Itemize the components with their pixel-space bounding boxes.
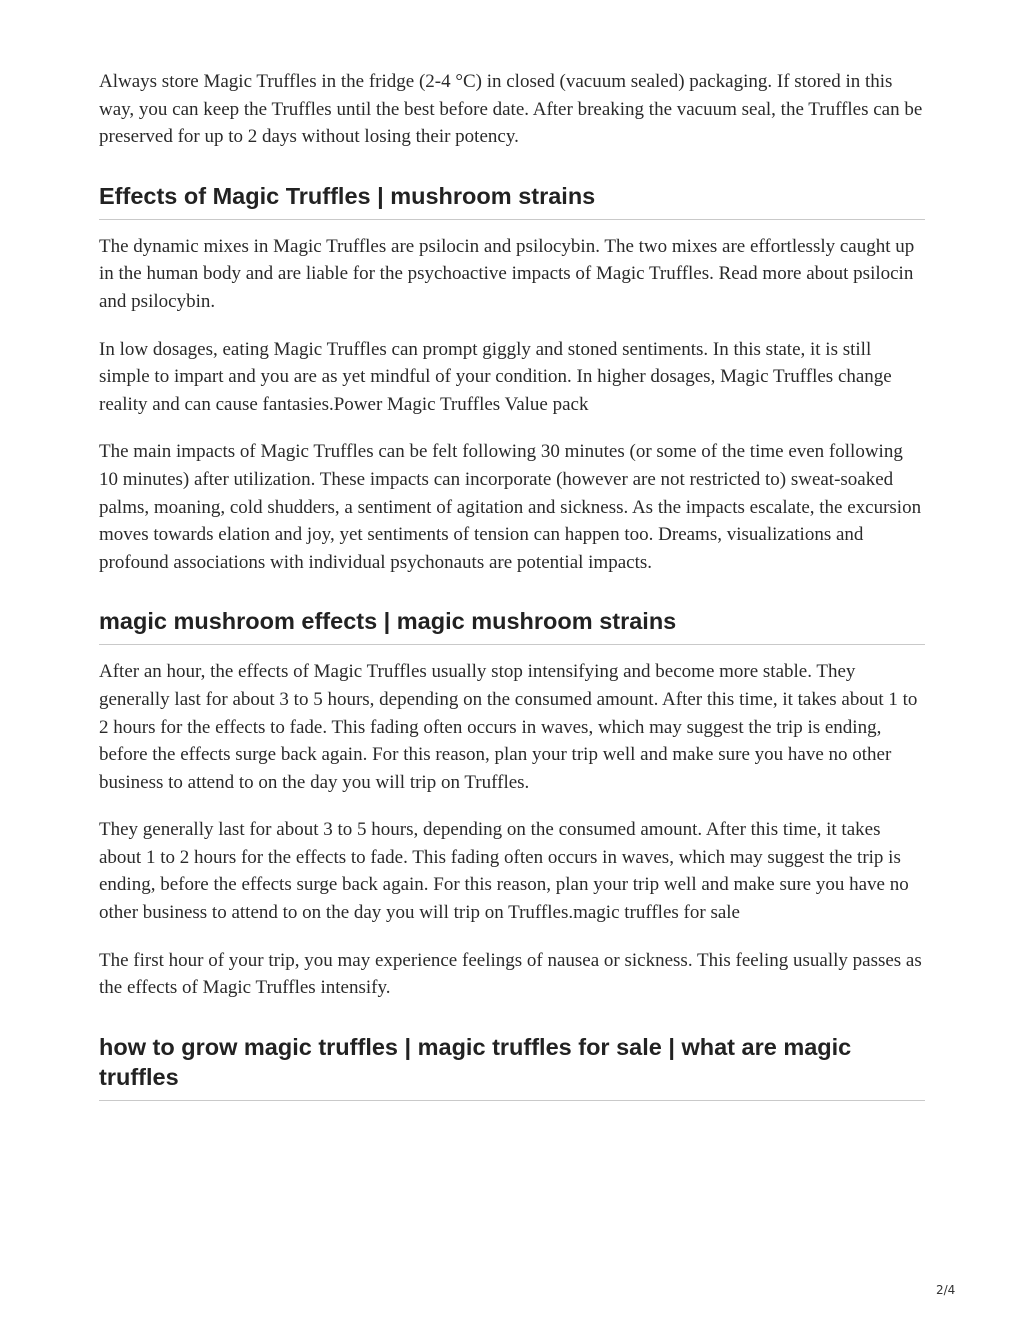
- paragraph: The main impacts of Magic Truffles can be felt following 30 minutes (or some of the time even following 10 minutes) after utilization. These impacts can incorporate (however are not restricted to) sweat-soaked palms, moaning, cold shudders, a sentiment of agitation and sickness. As the impacts escalate, the excursion moves towards elation and joy, yet sentiments of tension can happen too. Dreams, visualizations and profound associations with individual psychonauts are potential impacts.: [99, 441, 922, 573]
- paragraph: The first hour of your trip, you may experience feelings of nausea or sickness. This feeling usually passes as the effects of Magic Truffles intensify.: [99, 949, 922, 999]
- paragraph: In low dosages, eating Magic Truffles can prompt giggly and stoned sentiments. In this state, it is still simple to impart and you are as yet mindful of your condition. In higher dosages, Magic Truffles change reality and can cause fantasies.Power Magic Truffles Value pack: [99, 338, 892, 415]
- intro-paragraph: Always store Magic Truffles in the fridge (2-4 °C) in closed (vacuum sealed) packaging. If stored in this way, you can keep the Truffles until the best before date. After breaking the vacuum seal, the Truffles can be preserved for up to 2 days without losing their potency.: [99, 71, 923, 148]
- paragraph: They generally last for about 3 to 5 hours, depending on the consumed amount. After this time, it takes about 1 to 2 hours for the effects to fade. This fading often occurs in waves, which may suggest the trip is ending, before the effects surge back again. For this reason, plan your trip well and make sure you have no other business to attend to on the day you will trip on Truffles.magic truffles for sale: [99, 819, 909, 924]
- section-heading-grow: how to grow magic truffles | magic truffles for sale | what are magic truffles: [99, 1032, 925, 1101]
- paragraph: The dynamic mixes in Magic Truffles are psilocin and psilocybin. The two mixes are effortlessly caught up in the human body and are liable for the psychoactive impacts of Magic Truffles. Read more about psilocin and psilocybin.: [99, 235, 915, 312]
- section-heading-mushroom-effects: magic mushroom effects | magic mushroom strains: [99, 606, 925, 645]
- document-page: [99, 68, 925, 1114]
- paragraph: After an hour, the effects of Magic Truffles usually stop intensifying and become more stable. They generally last for about 3 to 5 hours, depending on the consumed amount. After this time, it takes about 1 to 2 hours for the effects to fade. This fading often occurs in waves, which may suggest the trip is ending, before the effects surge back again. For this reason, plan your trip well and make sure you have no other business to attend to on the day you will trip on Truffles.: [99, 661, 918, 793]
- section-heading-effects: Effects of Magic Truffles | mushroom strains: [99, 181, 925, 220]
- page-number: 2/4: [936, 1283, 956, 1297]
